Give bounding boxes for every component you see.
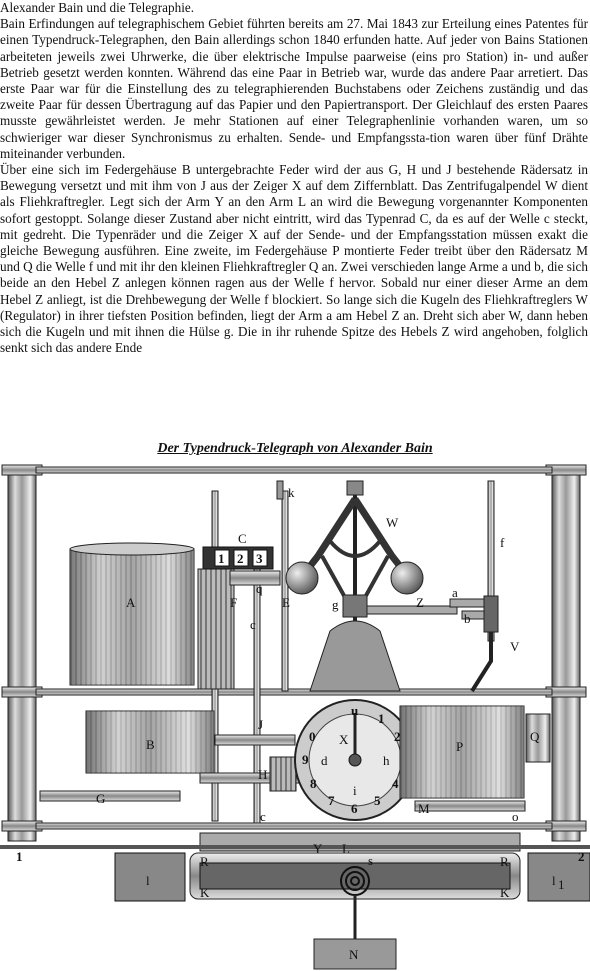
label-x: X (339, 732, 349, 747)
label-q-upper: Q (530, 729, 540, 744)
shaft-k (277, 481, 283, 499)
label-d: d (321, 753, 328, 768)
label-r-left: R (200, 854, 209, 869)
dial-num-6: 6 (351, 801, 358, 816)
label-l-block: l (146, 873, 150, 888)
label-w: W (386, 515, 399, 530)
label-v: V (510, 639, 520, 654)
label-h-dial: h (383, 753, 390, 768)
dial-num-0: 0 (309, 729, 316, 744)
paragraph-1: Bain Erfindungen auf telegraphischem Gebiet führten bereits am 27. Mai 1843 zur Erteilung eines Patentes für einen Typendruck-Telegraphen, den Bain allerdings schon 1840 erfunden hatte. Auf jeder von Bains Stationen arbeiteten jeweils zwei Uhrwerke, die über elektrische Impulse paarweise (eins pro Station) in- und außer Betrieb gesetzt werden konnten. Während das eine Paar in Betrieb war, wurde das andere Paar arretiert. Das erste Paar war für die Einstellung des zu telegraphierenden Buchstabens oder Zeichens zuständig und das zweite Paar für dessen Übertragung auf das Papier und den Papiertransport. Der Gleichlauf des ersten Paares musste gewährleistet werden. Je mehr Stationen auf einer Telegraphenlinie vorhanden waren, um so schwieriger war dieser Synchronismus zu erhalten. Sende- und Empfangssta-tion waren über fünf Drähte miteinander verbunden. (0, 16, 588, 161)
label-wire-1: 1 (16, 849, 23, 864)
pin-bundle-f (198, 569, 234, 689)
telegraph-illustration (0, 461, 590, 971)
centrifugal-governor-w (286, 481, 423, 691)
label-i: i (353, 783, 357, 798)
dial-num-1: 1 (378, 711, 385, 726)
label-k-left: K (200, 885, 210, 900)
label-m: M (418, 801, 430, 816)
type-digit-1: 1 (218, 551, 225, 566)
label-k-right: K (500, 885, 510, 900)
dial-num-5: 5 (374, 793, 381, 808)
lower-rod (36, 823, 552, 829)
dial-num-4: 4 (392, 776, 399, 791)
left-column (2, 465, 42, 841)
paragraph-2: Über eine sich im Federgehäuse B untergebrachte Feder wird der aus G, H und J bestehende Rädersatz in Bewegung versetzt und mit ihm von J aus der Zeiger X auf dem Ziffernblatt. Das Zentrifugalpendel W dient als Fliehkraftregler. Legt sich der Arm Y an den Arm L an wird die Bewegung vorgenannter Komponenten sofort gestoppt. Solange dieser Zustand aber nicht eintritt, wird das Typenrad C, da es auf der Welle c steckt, mit gedreht. Die Typenräder und die Zeiger X auf der Sende- und der Empfangsstation müssen exakt die gleiche Bewegung ausführen. Eine zweite, im Federgehäuse P montierte Feder treibt über den Rädersatz M und Q die Welle f und mit ihr den kleinen Fliehkraftregler Q an. Zwei verschieden lange Arme a und b, die sich beide an den Hebel Z anlegen können ragen aus der Welle f hervor. Sobald nur einer dieser Arme an dem Hebel Z anliegt, ist die Drehbewegung der Welle f blockiert. So lange sich die Kugeln des Fliehkraftreglers W (Regulator) in ihrer tiefsten Position befinden, liegt der Arm a am Hebel Z an. Dreht sich aber W, dann heben sich die Kugeln und mit ihnen die Hülse g. Die in ihr ruhende Spitze des Hebels Z wird angehoben, folglich senkt sich das andere Ende (0, 162, 588, 356)
label-b-barrel: B (146, 737, 155, 752)
dial-num-2: 2 (394, 729, 401, 744)
label-r-right: R (500, 854, 509, 869)
label-l-arm: L (342, 841, 350, 856)
label-o: o (512, 809, 519, 824)
label-f: f (500, 535, 505, 550)
label-p: P (456, 739, 464, 754)
label-l1-block: l (552, 873, 556, 888)
top-rod (36, 467, 552, 473)
dial-num-u: u (351, 703, 359, 718)
label-y: Y (313, 841, 323, 856)
label-g-gear: G (96, 791, 106, 806)
label-k: k (288, 485, 295, 500)
label-s: s (368, 853, 374, 868)
spring-barrel-a (70, 543, 194, 685)
label-n: N (349, 947, 359, 962)
dial-num-9: 9 (302, 752, 309, 767)
label-a-arm: a (452, 585, 458, 600)
label-e: E (282, 595, 290, 610)
label-wire-2: 2 (578, 849, 585, 864)
label-f-bundle: F (230, 595, 238, 610)
label-j: J (258, 717, 264, 732)
dial-num-7: 7 (328, 793, 335, 808)
label-q: q (256, 581, 263, 596)
heading-line: Alexander Bain und die Telegraphie. (0, 0, 195, 15)
type-digit-3: 3 (256, 551, 263, 566)
label-c-lower: c (260, 809, 266, 824)
shaft-c (254, 561, 260, 823)
dial-num-8: 8 (310, 776, 317, 791)
label-c-shaft: c (250, 617, 256, 632)
type-digit-2: 2 (237, 551, 244, 566)
label-g: g (332, 597, 339, 612)
right-column (546, 465, 586, 841)
label-l1-sub: 1 (558, 877, 565, 892)
label-a-barrel: A (126, 595, 136, 610)
label-c: C (238, 531, 247, 546)
label-b-arm: b (464, 611, 471, 626)
article-text (0, 0, 588, 356)
label-z: Z (416, 595, 424, 610)
label-h: H (258, 767, 268, 782)
shaft-e (282, 491, 288, 691)
figure-caption: Der Typendruck-Telegraph von Alexander Bain (157, 441, 433, 456)
